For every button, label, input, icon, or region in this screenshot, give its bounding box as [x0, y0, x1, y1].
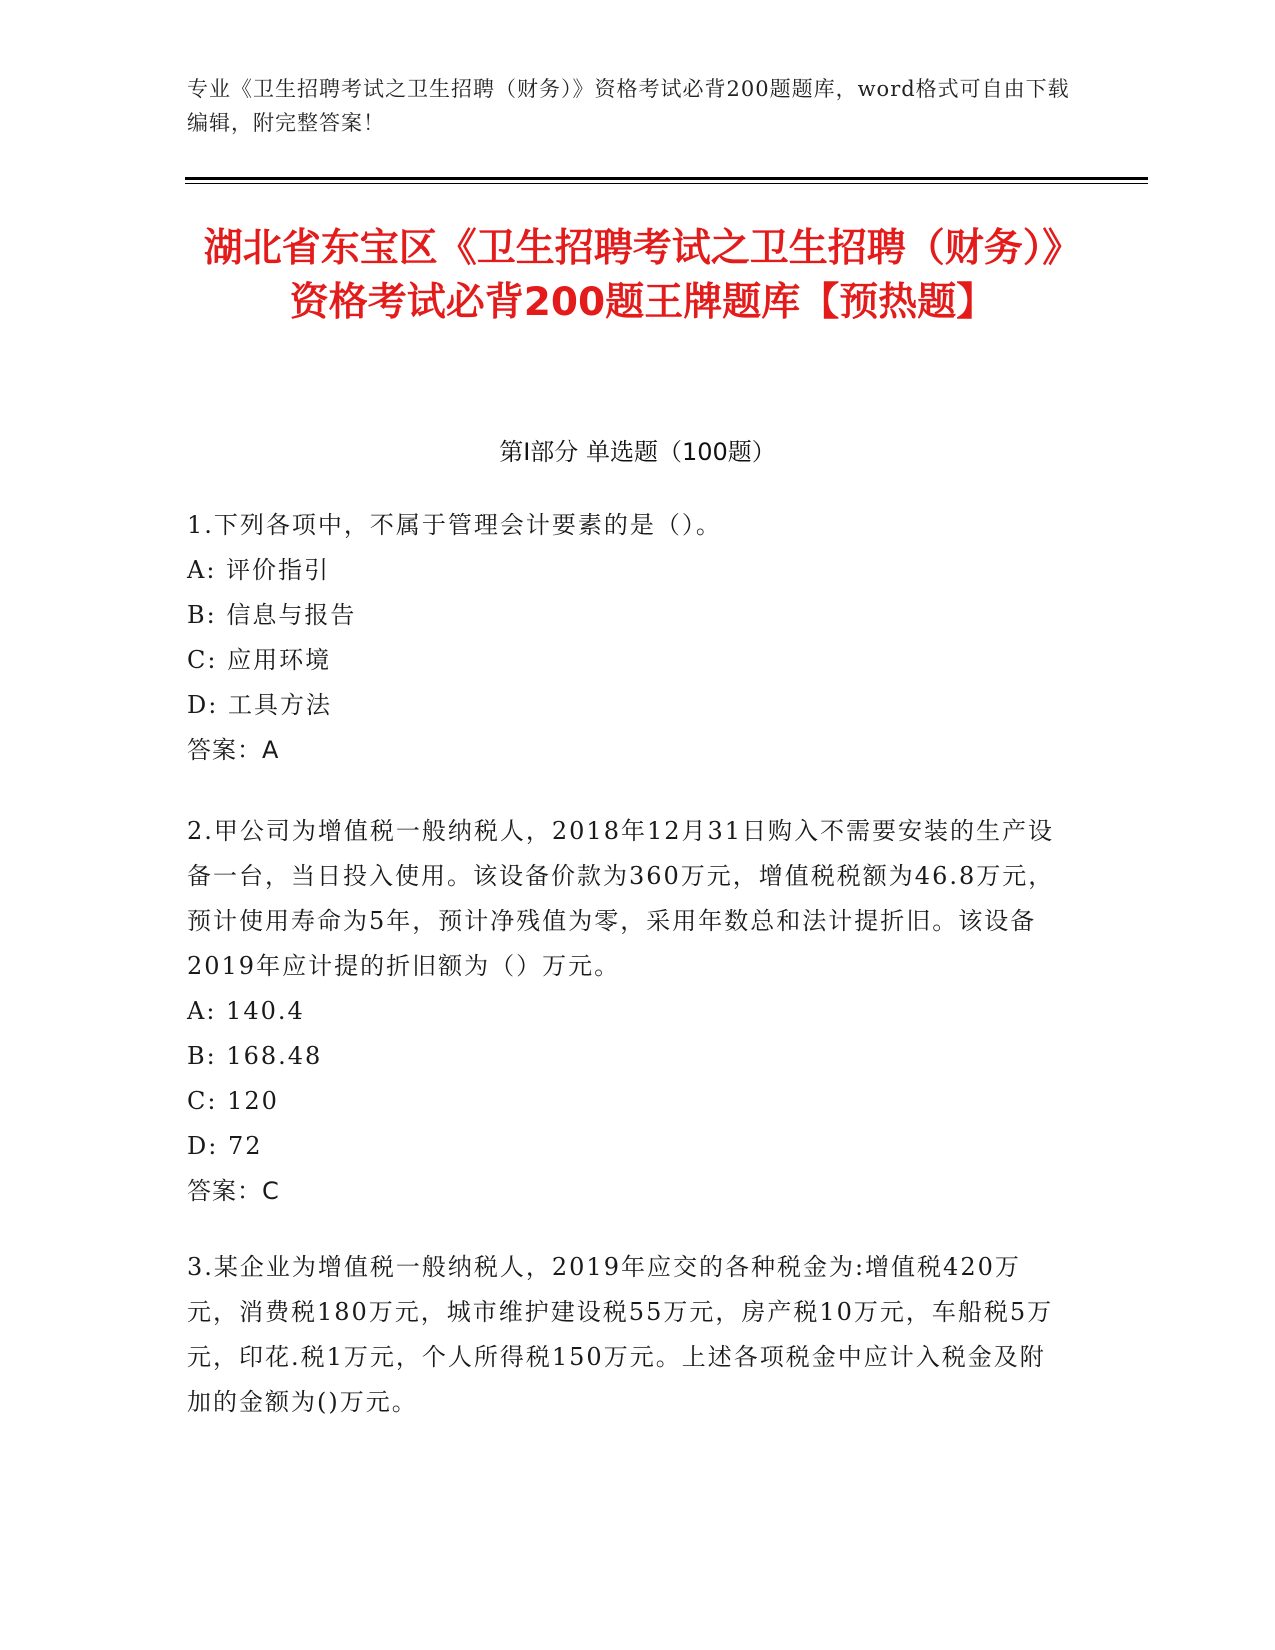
question-2	[187, 809, 1067, 1214]
option-c: C: 120	[187, 1087, 279, 1115]
section-title: 第I部分 单选题（100题）	[499, 438, 776, 466]
question-1	[187, 503, 1067, 773]
question-stem: 1.下列各项中，不属于管理会计要素的是（）。	[187, 511, 722, 539]
option-b: B: 168.48	[187, 1042, 323, 1070]
option-d: D: 72	[187, 1132, 263, 1160]
option-b: B: 信息与报告	[187, 601, 357, 629]
question-3	[187, 1245, 1067, 1425]
header-rule-thin	[185, 183, 1148, 184]
question-stem: 2.甲公司为增值税一般纳税人，2018年12月31日购入不需要安装的生产设备一台，当日投入使用。该设备价款为360万元，增值税税额为46.8万元，预计使用寿命为5年，预计净残值为零，采用年数总和法计提折旧。该设备2019年应计提的折旧额为（）万元。	[187, 817, 1055, 980]
answer-label: 答案：A	[187, 736, 280, 764]
answer-label: 答案：C	[187, 1177, 280, 1205]
option-a: A: 140.4	[187, 997, 305, 1025]
question-stem: 3.某企业为增值税一般纳税人，2019年应交的各种税金为:增值税420万元，消费税180万元，城市维护建设税55万元，房产税10万元，车船税5万元，印花.税1万元，个人所得税150万元。上述各项税金中应计入税金及附加的金额为()万元。	[187, 1253, 1054, 1416]
option-a: A: 评价指引	[187, 556, 331, 584]
header-note: 专业《卫生招聘考试之卫生招聘（财务）》资格考试必背200题题库，word格式可自由下载编辑，附完整答案！	[187, 77, 1070, 135]
header-rule-thick	[185, 177, 1148, 180]
option-c: C: 应用环境	[187, 646, 332, 674]
document-title: 湖北省东宝区《卫生招聘考试之卫生招聘（财务）》资格考试必背200题王牌题库【预热题】	[203, 226, 1082, 325]
option-d: D: 工具方法	[187, 691, 332, 719]
